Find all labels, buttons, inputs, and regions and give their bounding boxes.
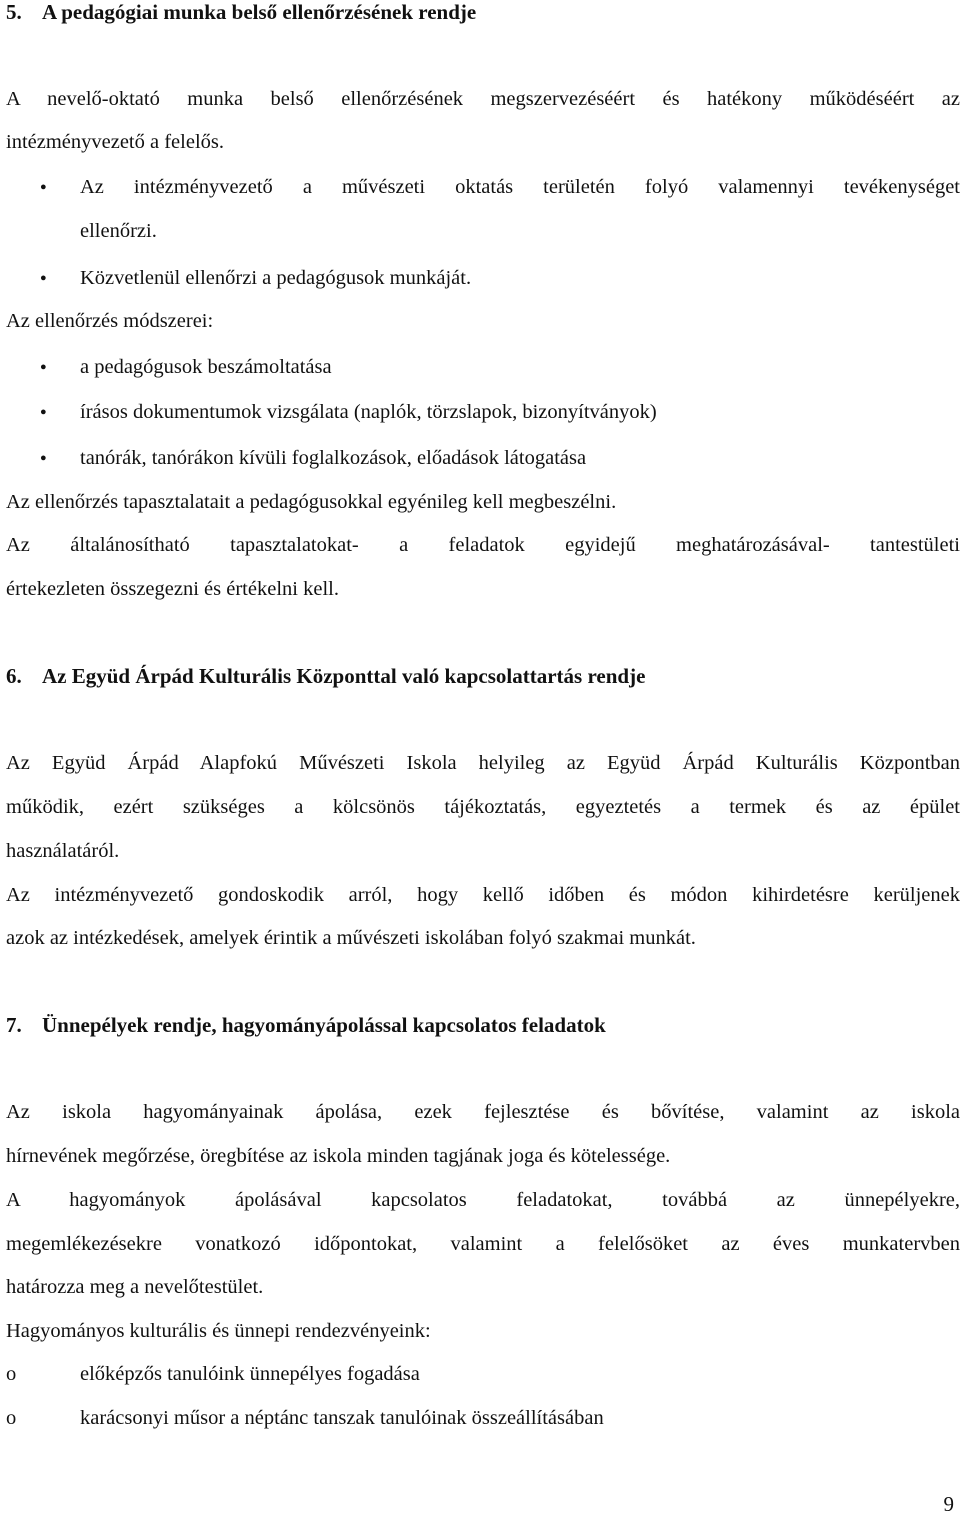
bullet-icon: ● (40, 406, 47, 418)
s5-method-1: a pedagógusok beszámoltatása (80, 356, 332, 378)
s7-paragraph-1-line-2: hírnevének megőrzése, öregbítése az iskola minden tagjának joga és kötelessége. (6, 1145, 671, 1167)
s6-paragraph-2-line-1: Az intézményvezető gondoskodik arról, hogy kellő időben és módon kihirdetésre kerüljenek (6, 884, 960, 906)
circle-bullet-icon: o (6, 1363, 17, 1385)
s6-paragraph-2-line-2: azok az intézkedések, amelyek érintik a művészeti iskolában folyó szakmai munkát. (6, 927, 696, 949)
s5-paragraph-3-line-2: értekezleten összegezni és értékelni kell. (6, 578, 339, 600)
bullet-icon: ● (40, 452, 47, 464)
s6-paragraph-1-line-3: használatáról. (6, 840, 120, 862)
s5-paragraph-3-line-1: Az általánosítható tapasztalatokat- a feladatok egyidejű meghatározásával- tantestületi (6, 534, 960, 556)
page-number: 9 (943, 1492, 954, 1516)
s7-paragraph-2-line-2: megemlékezésekre vonatkozó időpontokat, valamint a felelősöket az éves munkatervben (6, 1233, 960, 1255)
s6-paragraph-1-line-1: Az Együd Árpád Alapfokú Művészeti Iskola helyileg az Együd Árpád Kulturális Központban (6, 752, 960, 774)
s7-events-label: Hagyományos kulturális és ünnepi rendezvényeink: (6, 1320, 431, 1342)
bullet-icon: ● (40, 361, 47, 373)
s5-paragraph-2: Az ellenőrzés tapasztalatait a pedagógusokkal egyénileg kell megbeszélni. (6, 491, 617, 513)
s7-paragraph-1-line-1: Az iskola hagyományainak ápolása, ezek fejlesztése és bővítése, valamint az iskola (6, 1101, 960, 1123)
circle-bullet-icon: o (6, 1407, 17, 1429)
s6-paragraph-1-line-2: működik, ezért szükséges a kölcsönös tájékoztatás, egyeztetés a termek és az épület (6, 796, 960, 818)
s5-bullet-2: Közvetlenül ellenőrzi a pedagógusok munkáját. (80, 267, 472, 289)
s5-paragraph-1-line-2: intézményvezető a felelős. (6, 131, 224, 153)
section-5-number: 5. (6, 0, 22, 24)
s5-paragraph-1-line-1: A nevelő-oktató munka belső ellenőrzésének megszervezéséért és hatékony működéséért az (6, 88, 960, 110)
bullet-icon: ● (40, 272, 47, 284)
section-6-heading: Az Együd Árpád Kulturális Központtal való kapcsolattartás rendje (42, 664, 646, 688)
s5-methods-label: Az ellenőrzés módszerei: (6, 310, 214, 332)
s5-bullet-1-line-1: Az intézményvezető a művészeti oktatás területén folyó valamennyi tevékenységet (80, 176, 960, 198)
s5-method-2: írásos dokumentumok vizsgálata (naplók, törzslapok, bizonyítványok) (80, 401, 657, 423)
section-6-number: 6. (6, 664, 22, 688)
s5-bullet-1-line-2: ellenőrzi. (80, 220, 157, 242)
section-7-number: 7. (6, 1013, 22, 1037)
bullet-icon: ● (40, 181, 47, 193)
s7-event-1: előképzős tanulóink ünnepélyes fogadása (80, 1363, 420, 1385)
s7-paragraph-2-line-3: határozza meg a nevelőtestület. (6, 1276, 264, 1298)
s5-method-3: tanórák, tanórákon kívüli foglalkozások, előadások látogatása (80, 447, 587, 469)
s7-event-2: karácsonyi műsor a néptánc tanszak tanulóinak összeállításában (80, 1407, 604, 1429)
s7-paragraph-2-line-1: A hagyományok ápolásával kapcsolatos feladatokat, továbbá az ünnepélyekre, (6, 1189, 960, 1211)
section-5-heading: A pedagógiai munka belső ellenőrzésének rendje (42, 0, 477, 24)
section-7-heading: Ünnepélyek rendje, hagyományápolással kapcsolatos feladatok (42, 1013, 606, 1037)
